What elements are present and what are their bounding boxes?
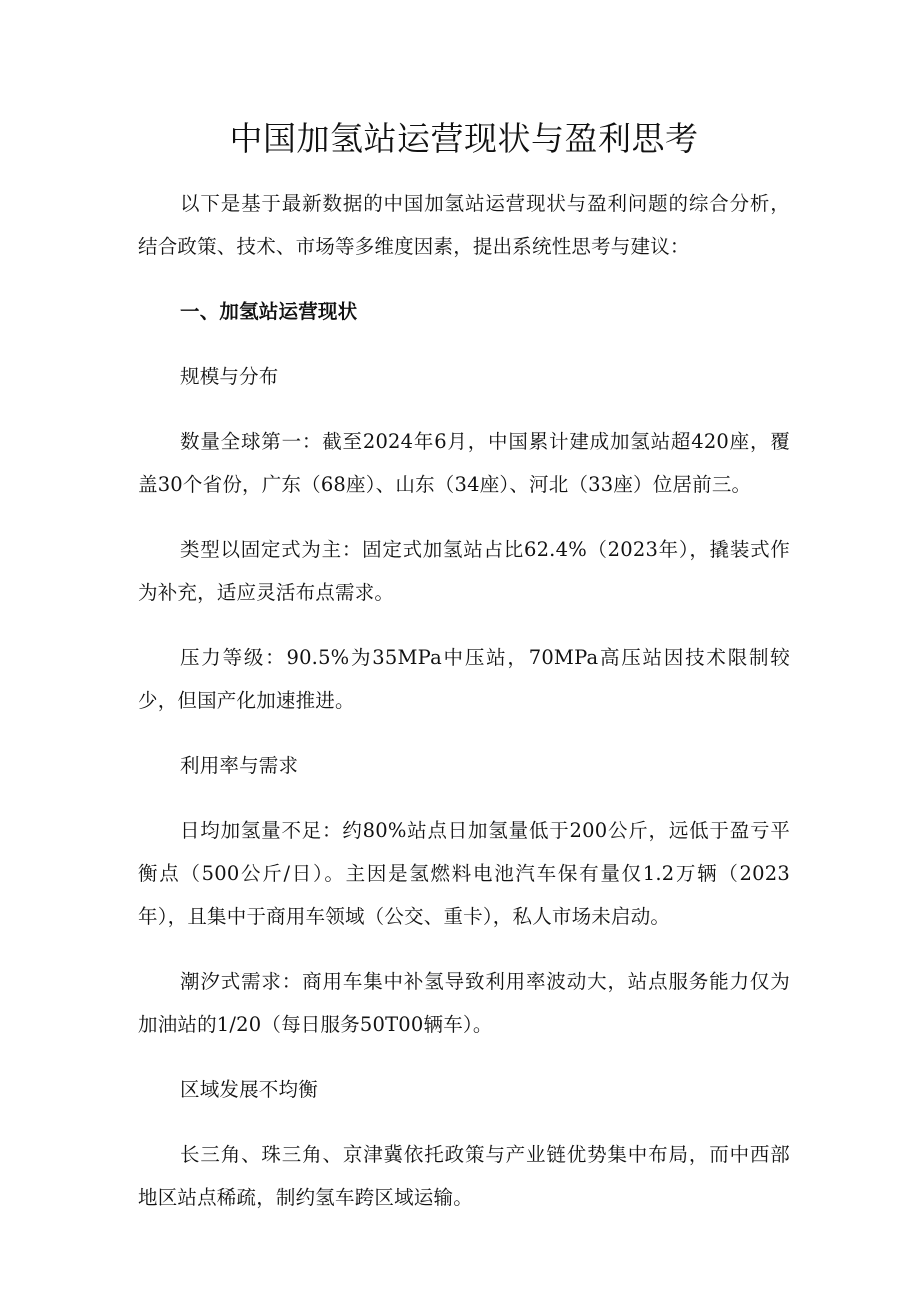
paragraph-daily-volume: 日均加氢量不足：约80%站点日加氢量低于200公斤，远低于盈亏平衡点（500公斤/日）。主因是氢燃料电池汽车保有量仅1.2万辆（2023年），且集中于商用车领域（公交、重卡），私人市场未启动。 — [138, 819, 790, 928]
paragraph-station-type: 类型以固定式为主：固定式加氢站占比62.4%（2023年），撬装式作为补充，适应灵活布点需求。 — [138, 538, 790, 604]
subsection-heading: 利用率与需求 — [180, 754, 299, 777]
document-title: 中国加氢站运营现状与盈利思考 — [229, 119, 699, 158]
paragraph-tidal-demand: 潮汐式需求：商用车集中补氢导致利用率波动大，站点服务能力仅为加油站的1/20（每日服务50T00辆车）。 — [138, 970, 790, 1036]
paragraph-pressure-level: 压力等级：90.5%为35MPa中压站，70MPa高压站因技术限制较少，但国产化加速推进。 — [138, 646, 790, 712]
intro-paragraph: 以下是基于最新数据的中国加氢站运营现状与盈利问题的综合分析，结合政策、技术、市场等多维度因素，提出系统性思考与建议： — [138, 192, 790, 258]
subsection-heading: 区域发展不均衡 — [180, 1078, 318, 1101]
paragraph-station-count: 数量全球第一：截至2024年6月，中国累计建成加氢站超420座，覆盖30个省份，广东（68座）、山东（34座）、河北（33座）位居前三。 — [138, 430, 790, 496]
paragraph-regional-layout: 长三角、珠三角、京津冀依托政策与产业链优势集中布局，而中西部地区站点稀疏，制约氢车跨区域运输。 — [138, 1143, 790, 1209]
section-heading: 一、加氢站运营现状 — [180, 300, 358, 323]
subsection-utilization-demand — [138, 744, 790, 1046]
subsection-regional-imbalance — [138, 1068, 790, 1219]
subsection-heading: 规模与分布 — [180, 365, 279, 388]
subsection-scale-distribution — [138, 355, 790, 722]
